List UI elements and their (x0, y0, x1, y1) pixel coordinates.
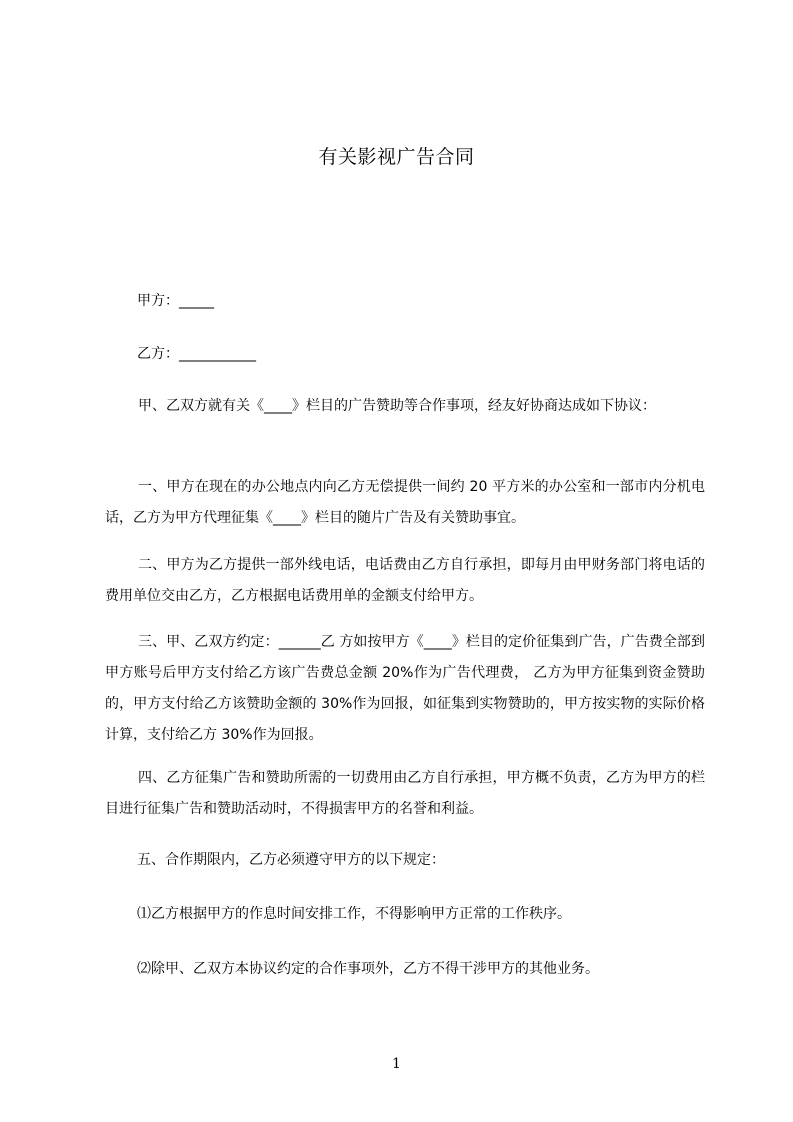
page-number: 1 (392, 1056, 401, 1072)
clause-1-paragraph: 一、甲方在现在的办公地点内向乙方无偿提供一间约 20 平方米的办公室和一部市内分机电话，乙方为甲方代理征集《____》栏目的随片广告及有关赞助事宜。 (105, 479, 705, 526)
party-a-line: 甲方：_____ (137, 293, 214, 309)
intro-paragraph: 甲、乙双方就有关《____》栏目的广告赞助等合作事项，经友好协商达成如下协议： (138, 398, 656, 414)
party-b-line: 乙方：___________ (137, 346, 256, 362)
clause-5-paragraph: 五、合作期限内，乙方必须遵守甲方的以下规定： (137, 852, 445, 868)
item-1-paragraph: ⑴乙方根据甲方的作息时间安排工作，不得影响甲方正常的工作秩序。 (137, 906, 571, 922)
item-2-paragraph: ⑵除甲、乙双方本协议约定的合作事项外，乙方不得干涉甲方的其他业务。 (137, 961, 599, 977)
clause-3-paragraph: 三、甲、乙双方约定：______乙 方如按甲方《____》栏目的定价征集到广告，广告费全部到甲方账号后甲方支付给乙方该广告费总金额 20%作为广告代理费， 乙方为甲方征集到资金赞助的，甲方支付给乙方该赞助金额的 30%作为回报，如征集到实物赞助的，甲方按实物的实际价格计算，支付给乙方 30%作为回报。 (105, 634, 705, 743)
clause-2-paragraph: 二、甲方为乙方提供一部外线电话，电话费由乙方自行承担，即每月由甲财务部门将电话的费用单位交由乙方，乙方根据电话费用单的金额支付给甲方。 (105, 557, 705, 604)
page-title: 有关影视广告合同 (318, 146, 475, 168)
clause-4-paragraph: 四、乙方征集广告和赞助所需的一切费用由乙方自行承担，甲方概不负责，乙方为甲方的栏目进行征集广告和赞助活动时，不得损害甲方的名誉和利益。 (105, 770, 705, 817)
